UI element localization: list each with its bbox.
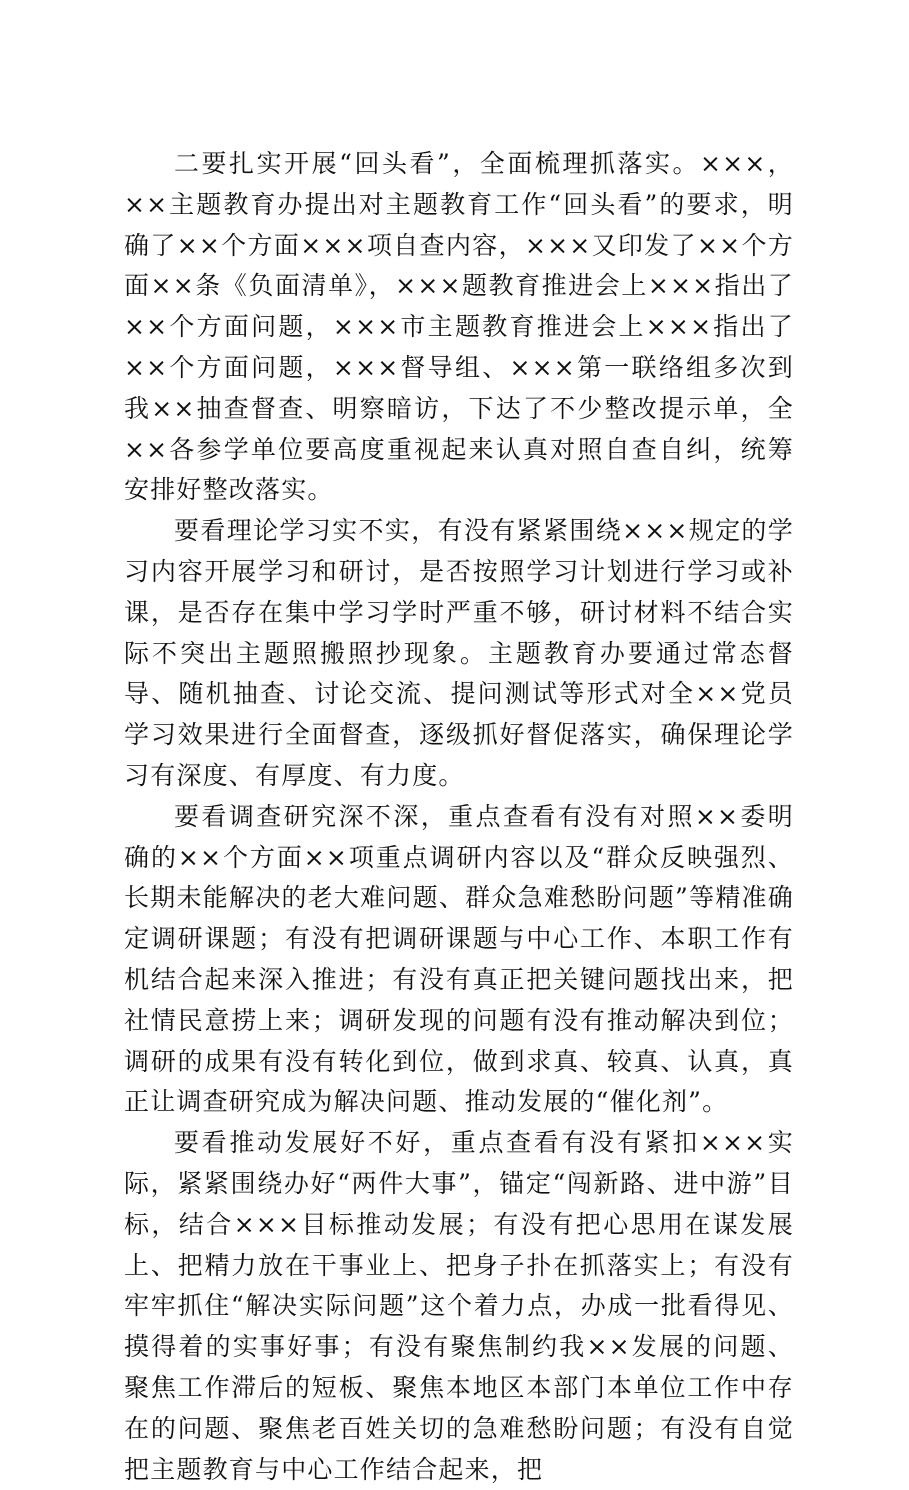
paragraph-review: 二要扎实开展“回头看”，全面梳理抓落实。×××，××主题教育办提出对主题教育工作“回头看”的要求，明确了××个方面×××项自查内容，×××又印发了××个方面××条《负面清单》，×××题教育推进会上×××指出了××个方面问题，×××市主题教育推进会上×××指出了××个方面问题，×××督导组、×××第一联络组多次到我××抽查督查、明察暗访，下达了不少整改提示单，全××各参学单位要高度重视起来认真对照自查自纠，统筹安排好整改落实。 [124, 149, 794, 505]
paragraph-investigation: 要看调查研究深不深，重点查看有没有对照××委明确的××个方面××项重点调研内容以及“群众反映强烈、长期未能解决的老大难问题、群众急难愁盼问题”等精准确定调研课题；有没有把调研课题与中心工作、本职工作有机结合起来深入推进；有没有真正把关键问题找出来，把社情民意捞上来；调研发现的问题有没有推动解决到位；调研的成果有没有转化到位，做到求真、较真、认真，真正让调查研究成为解决问题、推动发展的“催化剂”。 [124, 801, 794, 1117]
document-body [124, 144, 794, 1490]
paragraph-development: 要看推动发展好不好，重点查看有没有紧扣×××实际，紧紧围绕办好“两件大事”，锚定“闯新路、进中游”目标，结合×××目标推动发展；有没有把心思用在谋发展上、把精力放在干事业上、把身子扑在抓落实上；有没有牢牢抓住“解决实际问题”这个着力点，办成一批看得见、摸得着的实事好事；有没有聚焦制约我××发展的问题、聚焦工作滞后的短板、聚焦本地区本部门本单位工作中存在的问题、聚焦老百姓关切的急难愁盼问题；有没有自觉把主题教育与中心工作结合起来，把 [124, 1128, 794, 1484]
paragraph-theory-study: 要看理论学习实不实，有没有紧紧围绕×××规定的学习内容开展学习和研讨，是否按照学习计划进行学习或补课，是否存在集中学习学时严重不够，研讨材料不结合实际不突出主题照搬照抄现象。主题教育办要通过常态督导、随机抽查、讨论交流、提问测试等形式对全××党员学习效果进行全面督查，逐级抓好督促落实，确保理论学习有深度、有厚度、有力度。 [124, 516, 794, 790]
